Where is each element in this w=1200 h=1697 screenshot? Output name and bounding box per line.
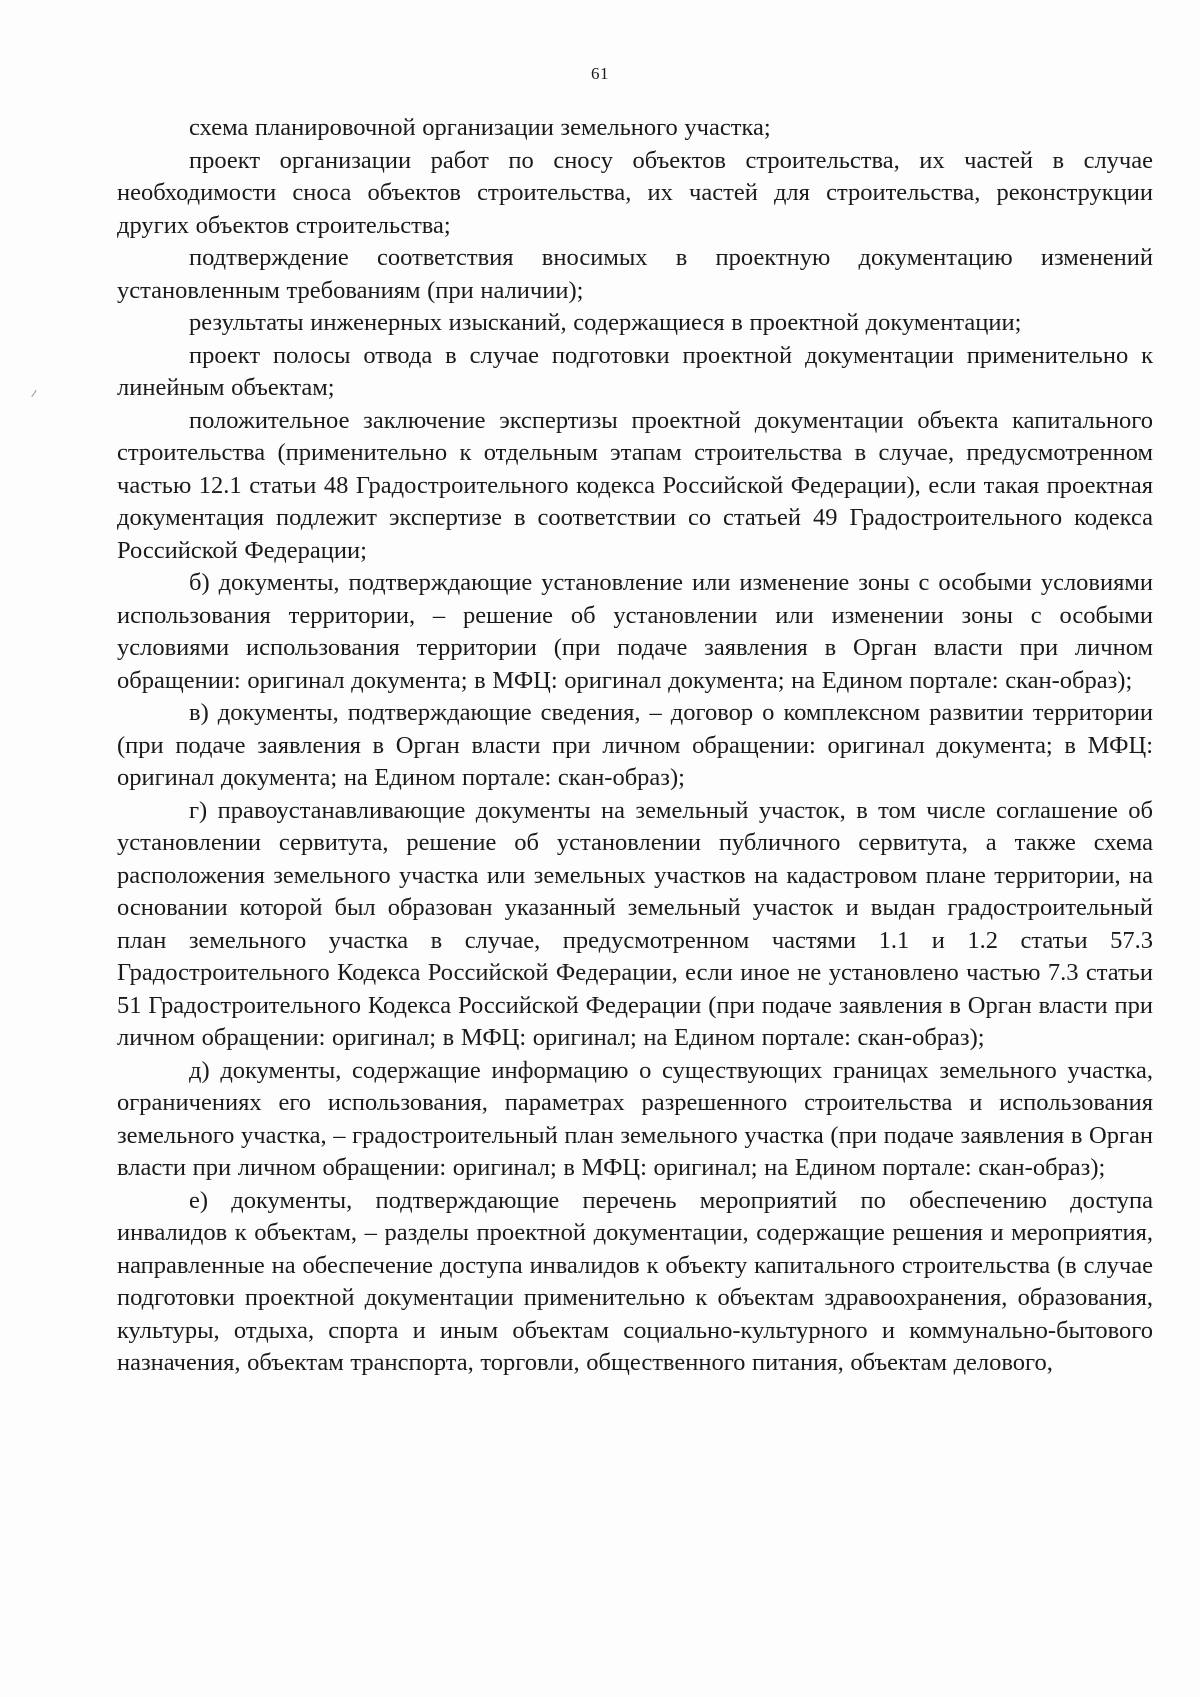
paragraph-expert-conclusion: положительное заключение экспертизы проектной документации объекта капитального строительства (применительно к отдельным этапам строительства в случае, предусмотренном частью 12.1 статьи 48 Градостроительного кодекса Российской Федерации), если такая проектная документация подлежит экспертизе в соответствии со статьей 49 Градостроительного кодекса Российской Федерации;: [117, 406, 1153, 564]
paragraph-item-b: б) документы, подтверждающие установление или изменение зоны с особыми условиями использования территории, – решение об установлении или изменении зоны с особыми условиями использования территории (при подаче заявления в Орган власти при личном обращении: оригинал документа; в МФЦ: оригинал документа; на Едином портале: скан-образ);: [117, 569, 1153, 694]
paragraph-compliance-confirmation: подтверждение соответствия вносимых в проектную документацию изменений установленным требованиям (при наличии);: [117, 244, 1153, 304]
page-number: 61: [591, 64, 609, 83]
paragraph-item-g: г) правоустанавливающие документы на земельный участок, в том числе соглашение об установлении сервитута, решение об установлении публичного сервитута, а также схема расположения земельного участка или земельных участков на кадастровом плане территории, на основании которой был образован указанный земельный участок и выдан градостроительный план земельного участка в случае, предусмотренном частями 1.1 и 1.2 статьи 57.3 Градостроительного Кодекса Российской Федерации, если иное не установлено частью 7.3 статьи 51 Градостроительного Кодекса Российской Федерации (при подаче заявления в Орган власти при личном обращении: оригинал; в МФЦ: оригинал; на Едином портале: скан-образ);: [117, 796, 1153, 1051]
paragraph-engineering-surveys: результаты инженерных изысканий, содержащиеся в проектной документации;: [189, 309, 1022, 336]
scan-artifact-mark: [31, 390, 36, 397]
document-body: [117, 112, 1153, 1380]
paragraph-right-of-way-project: проект полосы отвода в случае подготовки проектной документации применительно к линейным объектам;: [117, 341, 1153, 401]
paragraph-item-v: в) документы, подтверждающие сведения, – договор о комплексном развитии территории (при подаче заявления в Орган власти при личном обращении: оригинал документа; в МФЦ: оригинал документа; на Едином портале: скан-образ);: [117, 699, 1153, 791]
paragraph-demolition-project: проект организации работ по сносу объектов строительства, их частей в случае необходимости сноса объектов строительства, их частей для строительства, реконструкции других объектов строительства;: [117, 146, 1153, 239]
paragraph-item-e: е) документы, подтверждающие перечень мероприятий по обеспечению доступа инвалидов к объектам, – разделы проектной документации, содержащие решения и мероприятия, направленные на обеспечение доступа инвалидов к объекту капитального строительства (в случае подготовки проектной документации применительно к объектам здравоохранения, образования, культуры, отдыха, спорта и иным объектам социально-культурного и коммунально-бытового назначения, объектам транспорта, торговли, общественного питания, объектам делового,: [117, 1186, 1153, 1376]
paragraph-item-d: д) документы, содержащие информацию о существующих границах земельного участка, ограничениях его использования, параметрах разрешенного строительства и использования земельного участка, – градостроительный план земельного участка (при подаче заявления в Орган власти при личном обращении: оригинал; в МФЦ: оригинал; на Едином портале: скан-образ);: [117, 1056, 1153, 1181]
paragraph-site-plan: схема планировочной организации земельного участка;: [189, 114, 771, 141]
